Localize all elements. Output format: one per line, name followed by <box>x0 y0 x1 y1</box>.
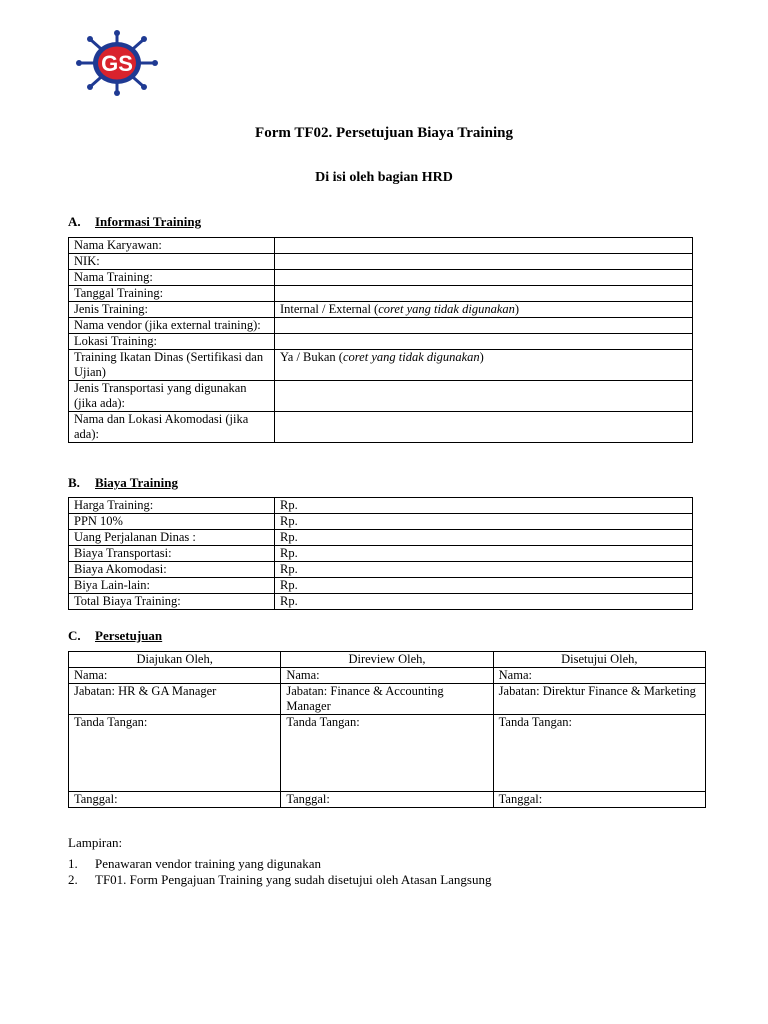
section-c-title: Persetujuan <box>95 628 163 643</box>
training-cost-label: Harga Training: <box>69 498 275 514</box>
training-info-value-field[interactable] <box>275 381 693 412</box>
training-info-value-note: coret yang tidak digunakan <box>378 302 515 316</box>
training-info-value-field[interactable] <box>275 302 693 318</box>
training-info-row <box>69 350 693 381</box>
form-subtitle: Di isi oleh bagian HRD <box>315 170 453 185</box>
training-info-value-field[interactable] <box>275 254 693 270</box>
training-info-row <box>69 302 693 318</box>
training-cost-value-field[interactable]: Rp. <box>275 594 693 610</box>
approval-jabatan-cell: Jabatan: Finance & Accounting Manager <box>281 684 493 715</box>
training-info-row <box>69 238 693 254</box>
training-info-label: Jenis Training: <box>69 302 275 318</box>
training-info-row <box>69 412 693 443</box>
approval-date-field[interactable]: Tanggal: <box>69 792 281 808</box>
training-cost-value-field[interactable]: Rp. <box>275 578 693 594</box>
training-cost-value-field[interactable]: Rp. <box>275 530 693 546</box>
approval-jabatan-row <box>69 684 706 715</box>
training-info-row <box>69 254 693 270</box>
section-a-title: Informasi Training <box>95 214 202 229</box>
training-cost-label: Biya Lain-lain: <box>69 578 275 594</box>
training-info-label: Lokasi Training: <box>69 334 275 350</box>
approval-nama-field[interactable]: Nama: <box>69 668 281 684</box>
training-info-value-text: Internal / External ( <box>280 302 379 316</box>
training-info-value-field[interactable] <box>275 318 693 334</box>
training-cost-value-field[interactable]: Rp. <box>275 546 693 562</box>
attachment-number: 2. <box>68 872 78 887</box>
approval-nama-field[interactable]: Nama: <box>493 668 705 684</box>
approval-header-cell: Diajukan Oleh, <box>69 652 281 668</box>
approval-signature-field[interactable]: Tanda Tangan: <box>493 715 705 792</box>
training-info-value-field[interactable] <box>275 350 693 381</box>
section-b-letter: B. <box>68 475 80 490</box>
company-logo <box>76 30 158 96</box>
training-cost-row <box>69 530 693 546</box>
attachments-label: Lampiran: <box>68 835 123 850</box>
training-info-row <box>69 334 693 350</box>
training-info-label: Nama vendor (jika external training): <box>69 318 275 334</box>
section-b-heading <box>68 475 178 491</box>
training-info-table <box>68 237 693 443</box>
attachment-text: Penawaran vendor training yang digunakan <box>95 856 321 871</box>
training-cost-value-field[interactable]: Rp. <box>275 498 693 514</box>
training-cost-label: PPN 10% <box>69 514 275 530</box>
form-title: Form TF02. Persetujuan Biaya Training <box>255 125 513 141</box>
attachment-text: TF01. Form Pengajuan Training yang sudah disetujui oleh Atasan Langsung <box>95 872 492 887</box>
attachment-item <box>68 872 491 888</box>
approval-signature-row <box>69 715 706 792</box>
training-cost-label: Uang Perjalanan Dinas : <box>69 530 275 546</box>
training-cost-label: Biaya Akomodasi: <box>69 562 275 578</box>
approval-nama-field[interactable]: Nama: <box>281 668 493 684</box>
approval-header-cell: Direview Oleh, <box>281 652 493 668</box>
training-info-label: Jenis Transportasi yang digunakan (jika ada): <box>69 381 275 412</box>
training-info-value-note: coret yang tidak digunakan <box>342 350 480 364</box>
training-info-value-text: Ya / Bukan ( <box>280 350 343 364</box>
training-info-row <box>69 270 693 286</box>
training-info-value-field[interactable] <box>275 334 693 350</box>
training-cost-label: Total Biaya Training: <box>69 594 275 610</box>
training-cost-value-field[interactable]: Rp. <box>275 562 693 578</box>
approval-jabatan-cell: Jabatan: HR & GA Manager <box>69 684 281 715</box>
training-info-value-field[interactable] <box>275 238 693 254</box>
training-info-label: Training Ikatan Dinas (Sertifikasi dan Ujian) <box>69 350 275 381</box>
training-info-value-tail: ) <box>514 302 520 316</box>
training-cost-row <box>69 514 693 530</box>
training-cost-row <box>69 546 693 562</box>
approval-date-field[interactable]: Tanggal: <box>493 792 705 808</box>
section-a-letter: A. <box>68 214 81 229</box>
training-info-label: Nama Karyawan: <box>69 238 275 254</box>
training-info-row <box>69 286 693 302</box>
training-info-label: Tanggal Training: <box>69 286 275 302</box>
approval-nama-row <box>69 668 706 684</box>
section-a-heading <box>68 214 201 230</box>
training-info-row <box>69 381 693 412</box>
approval-date-row <box>69 792 706 808</box>
approval-signature-field[interactable]: Tanda Tangan: <box>69 715 281 792</box>
training-info-value-field[interactable] <box>275 412 693 443</box>
training-cost-table <box>68 497 693 610</box>
logo-text: GS <box>101 51 133 76</box>
approval-header-row <box>69 652 706 668</box>
attachments-list <box>68 856 491 888</box>
training-cost-label: Biaya Transportasi: <box>69 546 275 562</box>
section-c-heading <box>68 628 162 644</box>
approval-jabatan-cell: Jabatan: Direktur Finance & Marketing <box>493 684 705 715</box>
training-cost-row <box>69 594 693 610</box>
training-info-label: Nama dan Lokasi Akomodasi (jika ada): <box>69 412 275 443</box>
section-c-letter: C. <box>68 628 81 643</box>
training-info-value-tail: ) <box>479 350 484 364</box>
approval-header-cell: Disetujui Oleh, <box>493 652 705 668</box>
section-b-title: Biaya Training <box>95 475 178 490</box>
training-cost-row <box>69 578 693 594</box>
training-cost-row <box>69 562 693 578</box>
attachment-item <box>68 856 491 872</box>
training-info-value-field[interactable] <box>275 286 693 302</box>
approval-signature-field[interactable]: Tanda Tangan: <box>281 715 493 792</box>
approval-date-field[interactable]: Tanggal: <box>281 792 493 808</box>
approval-table <box>68 651 706 808</box>
attachment-number: 1. <box>68 856 78 871</box>
training-cost-value-field[interactable]: Rp. <box>275 514 693 530</box>
training-info-value-field[interactable] <box>275 270 693 286</box>
training-info-label: Nama Training: <box>69 270 275 286</box>
training-info-label: NIK: <box>69 254 275 270</box>
training-info-row <box>69 318 693 334</box>
training-cost-row <box>69 498 693 514</box>
